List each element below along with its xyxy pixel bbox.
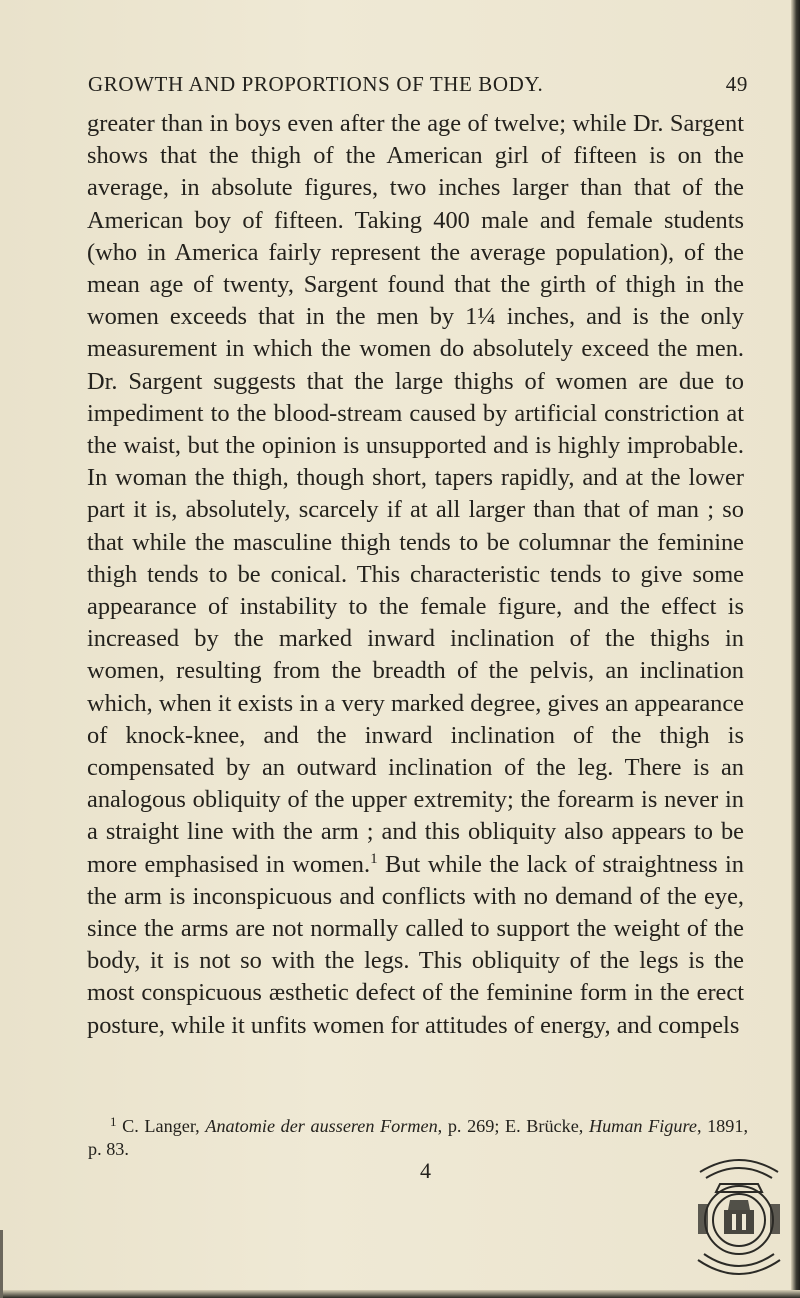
page-edge-bottom [0,1290,800,1298]
running-header [88,72,748,97]
footnote-ref-2: , 1891, p. 83. [88,1116,749,1159]
footnote-author-1: C. Langer, [122,1116,206,1136]
footnotes [88,1115,748,1161]
footnote-number: 1 [110,1114,117,1129]
running-title: GROWTH AND PROPORTIONS OF THE BODY. [88,72,544,96]
paragraph [87,108,744,1042]
footnote-title-1: Anatomie der ausseren Formen [205,1116,438,1136]
body-text [87,108,744,1042]
signature-mark: 4 [420,1158,431,1183]
paragraph-text-part-2: But while the lack of straightness in the arm is inconspicuous and conflicts with no demand of the eye, since the arms are not normally called to support the weight of the body, it is not so with the legs. This obliquity of the legs is the most conspicuous æsthetic defect of the feminine form in the erect posture, while it unfits women for attitudes of energy, and compels [87,850,744,1039]
footnote-reference: 1 [370,850,378,867]
page-edge-right [791,0,800,1298]
paragraph-text-part-1: greater than in boys even after the age of twelve; while Dr. Sargent shows that the thigh of the American girl of fifteen is on the average, in absolute figures, two inches larger than that of the American boy of fifteen. Taking 400 male and female students (who in America fairly represent the average population), of the mean age of twenty, Sargent found that the girth of thigh in the women exceeds that in the men by 1¼ inches, and is the only measurement in which the women do absolutely exceed the men. Dr. Sargent suggests that the large thighs of women are due to impediment to the blood-stream caused by artificial constriction at the waist, but the opinion is unsupported and is highly improbable. In woman the thigh, though short, tapers rapidly, and at the lower part it is, absolutely, scarcely if at all larger than that of man ; so that while the masculine thigh tends to be columnar the feminine thigh tends to be conical. This characteristic tends to give some appearance of instability to the female figure, and the effect is increased by the marked inward inclination of the thighs in women, resulting from the breadth of the pelvis, an inclination which, when it exists in a very marked degree, gives an appearance of knock-knee, and the inward inclination of the thigh is compensated by an outward inclination of the leg. There is an analogous obliquity of the upper extremity; the forearm is never in a straight line with the arm ; and this obliquity also appears to be more emphasised in women. [87,110,744,878]
page-edge-left [0,1230,3,1298]
page-number: 49 [725,72,748,96]
footnote-title-2: Human Figure [588,1116,697,1136]
footnote [88,1115,748,1161]
library-stamp-icon [686,1148,792,1288]
footnote-ref-1: , p. 269; E. Brücke, [437,1116,589,1136]
